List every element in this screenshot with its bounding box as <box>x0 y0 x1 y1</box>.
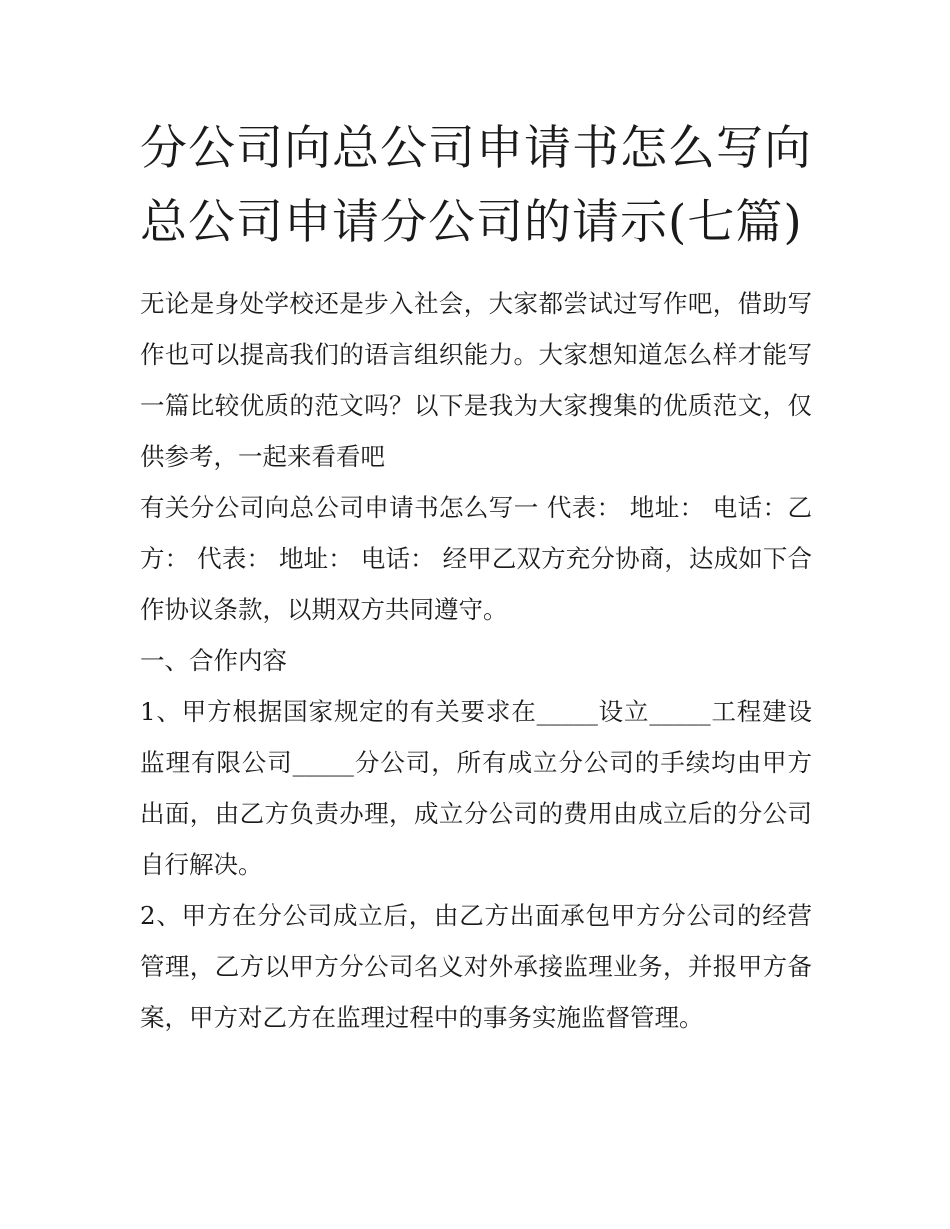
section-heading-cooperation: 一、合作内容 <box>140 646 287 675</box>
paragraph-parties: 有关分公司向总公司申请书怎么写一 代表： 地址： 电话：乙方： 代表： 地址： 电话： 经甲乙双方充分协商，达成如下合作协议条款，以期双方共同遵守。 <box>140 493 812 624</box>
clause-1: 1、甲方根据国家规定的有关要求在_____设立_____工程建设监理有限公司_____分公司，所有成立分公司的手续均由甲方出面，由乙方负责办理，成立分公司的费用由成立后的分公司自行解决。 <box>140 697 812 879</box>
document-page <box>140 112 812 1043</box>
document-title: 分公司向总公司申请书怎么写向总公司申请分公司的请示(七篇) <box>140 121 812 250</box>
document-body <box>140 278 812 1043</box>
clause-2: 2、甲方在分公司成立后，由乙方出面承包甲方分公司的经营管理，乙方以甲方分公司名义对外承接监理业务，并报甲方备案，甲方对乙方在监理过程中的事务实施监督管理。 <box>140 901 812 1032</box>
paragraph-intro: 无论是身处学校还是步入社会，大家都尝试过写作吧，借助写作也可以提高我们的语言组织能力。大家想知道怎么样才能写一篇比较优质的范文吗？以下是我为大家搜集的优质范文，仅供参考，一起来看看吧 <box>140 289 812 471</box>
